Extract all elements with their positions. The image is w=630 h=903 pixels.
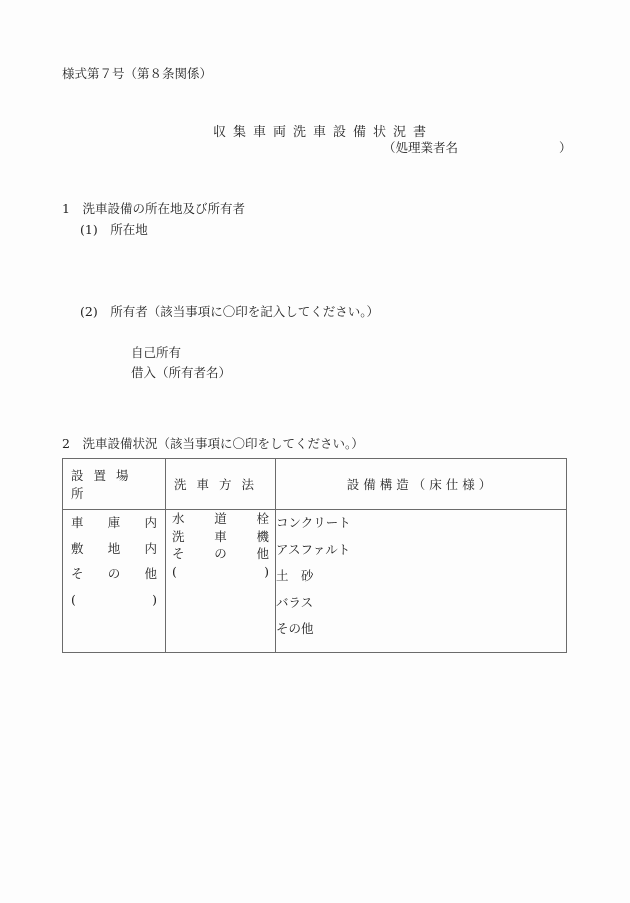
char: の	[107, 566, 121, 581]
option-method-other[interactable]	[166, 545, 275, 563]
char: 車	[214, 528, 227, 544]
business-name-label: （処理業者名	[383, 140, 459, 155]
char: 庫	[107, 515, 121, 530]
option-location-other[interactable]	[63, 561, 165, 587]
document-title: 収集車両洗車設備状況書	[213, 125, 434, 140]
option-ballast[interactable]: バラス	[276, 594, 314, 610]
facility-status-table	[62, 458, 567, 653]
business-name-close: ）	[559, 140, 572, 155]
option-structure-other[interactable]: その他	[276, 621, 314, 636]
char: 洗	[172, 528, 185, 544]
char: 敷	[71, 540, 84, 556]
char: 機	[256, 528, 269, 544]
header-structure-text: 設備構造（床仕様）	[346, 477, 496, 492]
option-car-wash-machine[interactable]	[166, 528, 275, 546]
open-paren: (	[71, 591, 76, 607]
char: 内	[144, 515, 157, 530]
char: 水	[172, 511, 185, 526]
char: 栓	[256, 511, 269, 526]
char: 他	[144, 566, 157, 581]
char: 他	[256, 546, 269, 561]
option-concrete[interactable]: コンクリート	[276, 515, 351, 530]
header-structure	[276, 459, 567, 510]
char: の	[214, 546, 227, 561]
header-location-text: 設置場所	[71, 468, 139, 501]
close-paren: )	[152, 591, 157, 607]
option-garage-inside[interactable]	[63, 510, 165, 536]
header-location	[63, 459, 166, 510]
open-paren: (	[172, 563, 177, 579]
header-method-text: 洗車方法	[174, 477, 265, 492]
location-other-detail[interactable]	[63, 587, 165, 613]
table-header-row	[63, 459, 567, 510]
table-row	[63, 510, 567, 653]
location-options-cell	[63, 510, 166, 653]
method-other-detail[interactable]	[166, 563, 275, 581]
section1-heading: 1 洗車設備の所在地及び所有者	[62, 201, 245, 216]
form-number: 様式第７号（第８条関係）	[62, 66, 213, 81]
option-asphalt[interactable]: アスファルト	[276, 541, 351, 557]
option-premises-inside[interactable]	[63, 536, 165, 562]
close-paren: )	[264, 563, 269, 579]
option-soil-sand[interactable]: 土 砂	[276, 568, 314, 583]
char: 内	[144, 540, 157, 556]
section2-heading: 2 洗車設備状況（該当事項に〇印をしてください。）	[62, 436, 364, 451]
char: そ	[172, 546, 185, 561]
option-leased[interactable]: 借入（所有者名）	[131, 365, 232, 380]
section1-owner-label: (2) 所有者（該当事項に〇印を記入してください。）	[80, 304, 379, 319]
section1-location-label: (1) 所在地	[80, 222, 148, 237]
char: 車	[71, 515, 84, 530]
char: 道	[214, 511, 227, 526]
char: そ	[71, 566, 84, 581]
option-water-tap[interactable]	[166, 510, 275, 528]
method-options-cell	[166, 510, 276, 653]
structure-options-cell	[276, 510, 567, 653]
char: 地	[107, 540, 121, 556]
option-self-owned[interactable]: 自己所有	[131, 345, 182, 360]
header-method	[166, 459, 276, 510]
